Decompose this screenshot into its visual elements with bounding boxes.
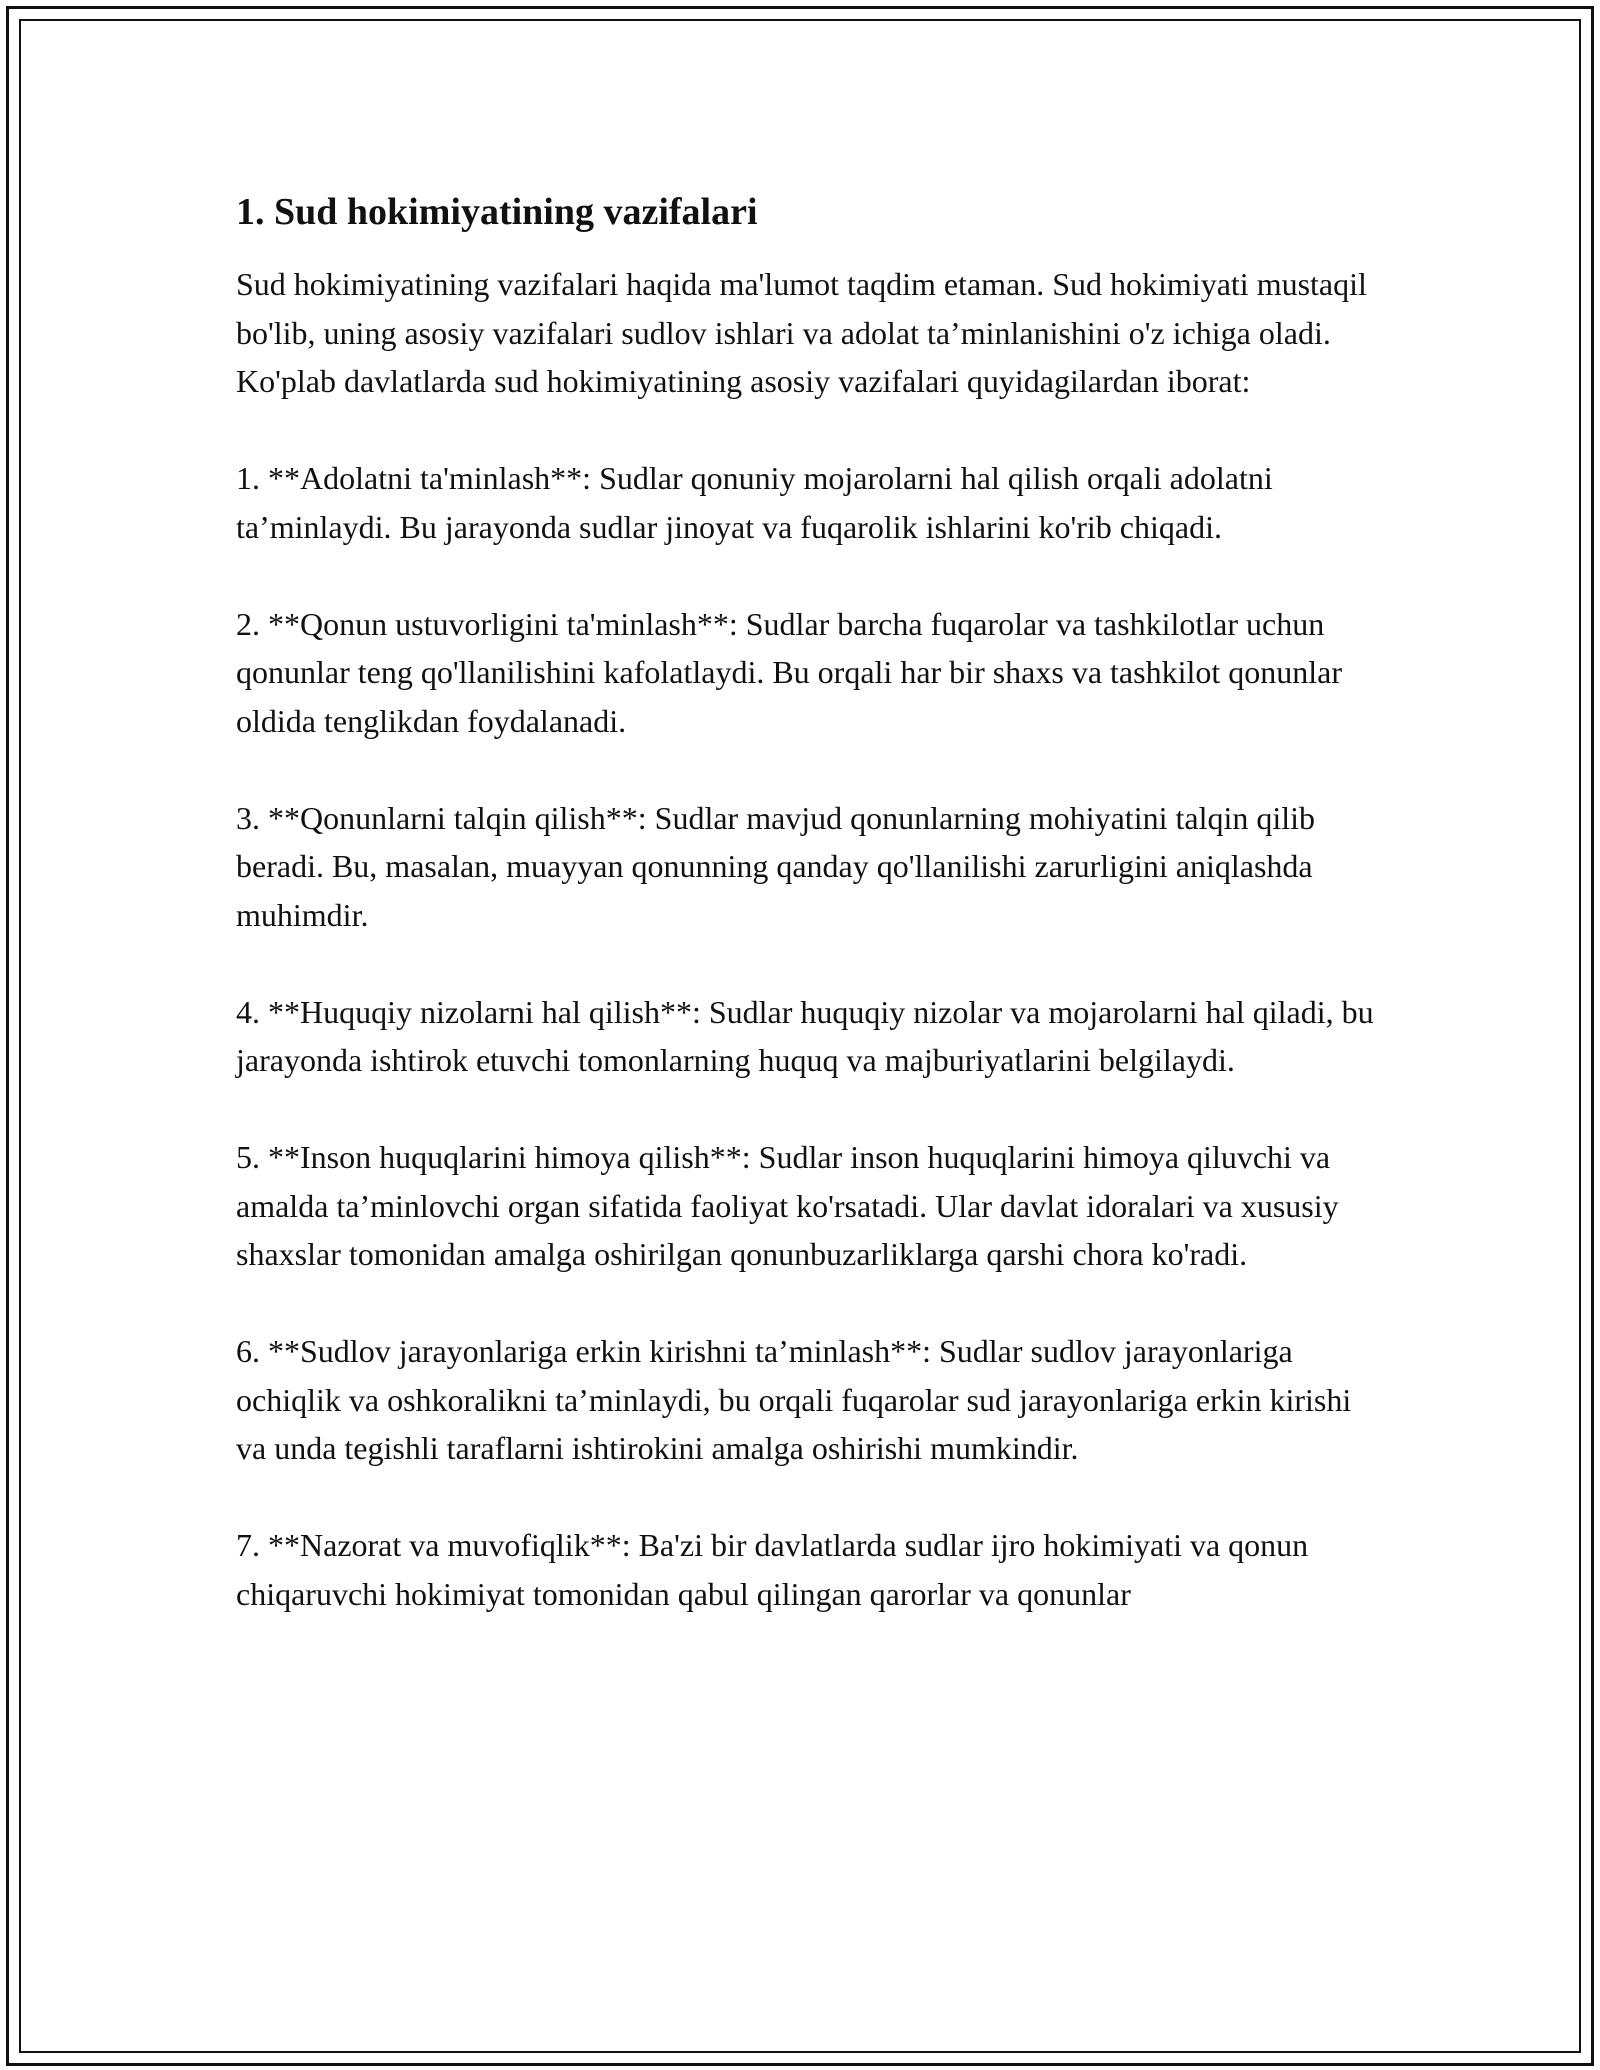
- list-item-3: 3. **Qonunlarni talqin qilish**: Sudlar mavjud qonunlarning mohiyatini talqin qilib beradi. Bu, masalan, muayyan qonunning qanday qo'llanilishi zarurligini aniqlashda muhimdir.: [236, 799, 1316, 933]
- list-item-2: 2. **Qonun ustuvorligini ta'minlash**: Sudlar barcha fuqarolar va tashkilotlar uchun qonunlar teng qo'llanilishini kafolatlaydi. Bu orqali har bir shaxs va tashkilot qonunlar oldida tenglikdan foydalanadi.: [236, 605, 1342, 739]
- list-item-4: 4. **Huquqiy nizolarni hal qilish**: Sudlar huquqiy nizolar va mojarolarni hal qiladi, bu jarayonda ishtirok etuvchi tomonlarning huquq va majburiyatlarini belgilaydi.: [236, 993, 1374, 1078]
- list-item-6: 6. **Sudlov jarayonlariga erkin kirishni ta’minlash**: Sudlar sudlov jarayonlariga ochiqlik va oshkoralikni ta’minlaydi, bu orqali fuqarolar sud jarayonlariga erkin kirishi va unda tegishli taraflarni ishtirokini amalga oshirishi mumkindir.: [236, 1333, 1352, 1466]
- list-item-7: 7. **Nazorat va muvofiqlik**: Ba'zi bir davlatlarda sudlar ijro hokimiyati va qonun chiqaruvchi hokimiyat tomonidan qabul qilingan qarorlar va qonunlar: [236, 1527, 1309, 1612]
- document-body: [236, 186, 1376, 1618]
- intro-paragraph: Sud hokimiyatining vazifalari haqida ma'lumot taqdim etaman. Sud hokimiyati mustaqil bo'lib, uning asosiy vazifalari sudlov ishlari va adolat ta’minlanishini o'z ichiga oladi. Ko'plab davlatlarda sud hokimiyatining asosiy vazifalari quyidagilardan iborat:: [236, 266, 1367, 399]
- section-heading: 1. Sud hokimiyatining vazifalari: [236, 191, 758, 233]
- list-item-1: 1. **Adolatni ta'minlash**: Sudlar qonuniy mojarolarni hal qilish orqali adolatni ta’minlaydi. Bu jarayonda sudlar jinoyat va fuqarolik ishlarini ko'rib chiqadi.: [236, 460, 1273, 545]
- list-item-5: 5. **Inson huquqlarini himoya qilish**: Sudlar inson huquqlarini himoya qiluvchi va amalda ta’minlovchi organ sifatida faoliyat ko'rsatadi. Ular davlat idoralari va xususiy shaxslar tomonidan amalga oshirilgan qonunbuzarliklarga qarshi chora ko'radi.: [236, 1139, 1339, 1272]
